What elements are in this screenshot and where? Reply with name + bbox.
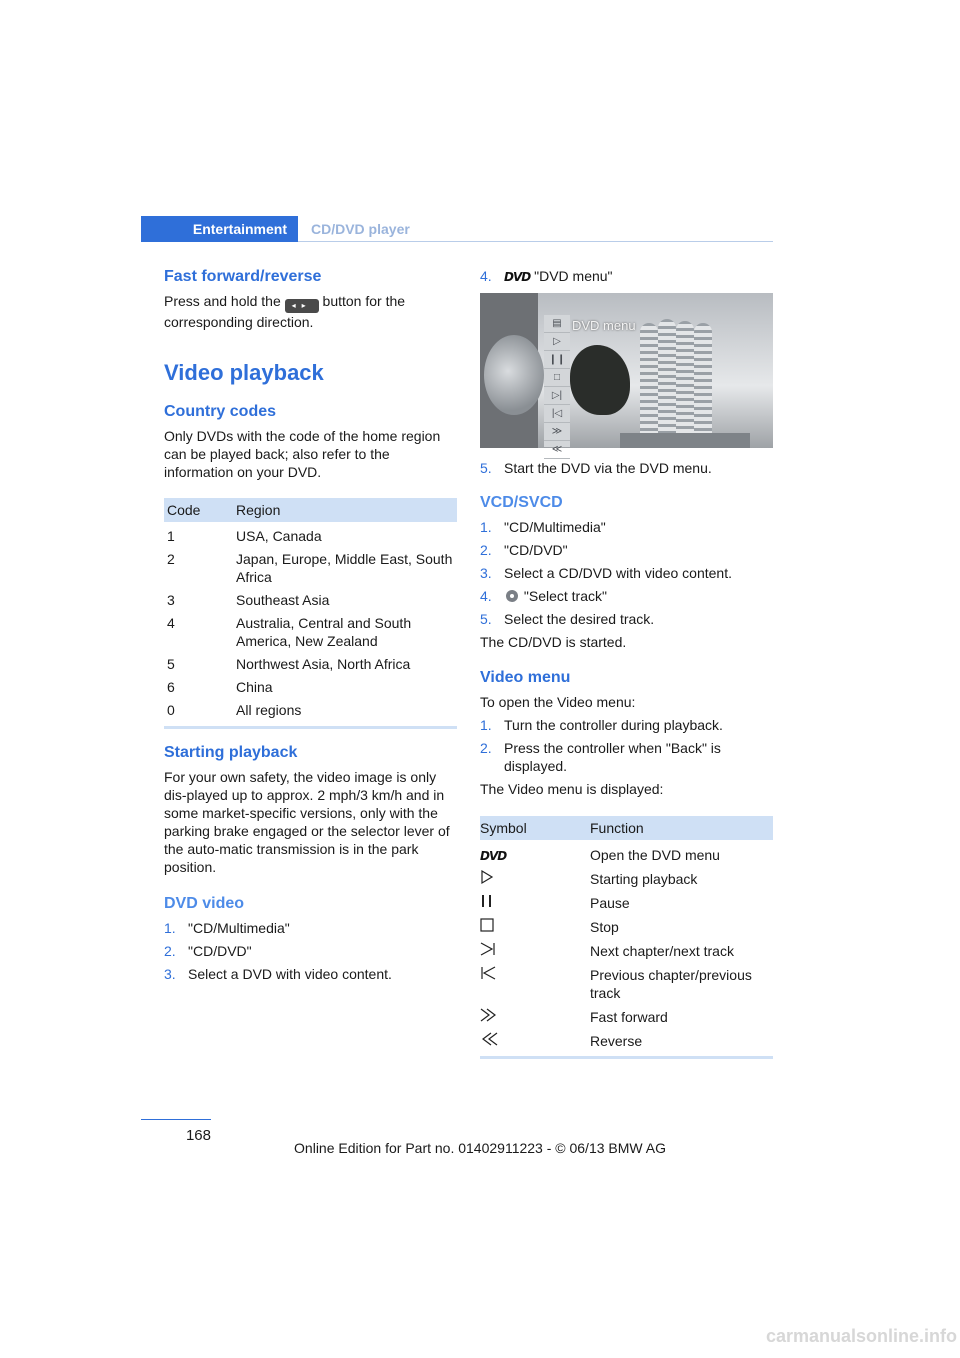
previous-track-icon: |◁ <box>544 405 570 423</box>
previous-track-icon <box>480 966 496 980</box>
table-row: Fast forward <box>480 1002 773 1026</box>
dvd-start-step <box>480 459 773 477</box>
dvd-logo-icon: DVD <box>480 849 507 863</box>
left-column <box>164 267 457 988</box>
dvd-menu-screenshot <box>480 293 773 455</box>
section-tab: Entertainment <box>141 216 298 242</box>
reverse-icon <box>480 1032 498 1046</box>
region-table-header <box>164 498 457 522</box>
footer-rule <box>141 1119 211 1120</box>
table-row: 4 Australia, Central and South America, New Zealand <box>167 615 412 649</box>
starting-playback-text: For your own safety, the video image is only dis-played up to approx. 2 mph/3 km/h and in some market-specific versions, only with the parking brake engaged or the selector lever of the auto-matic transmission is in the park position. <box>164 769 450 875</box>
list-item: 4. "Select track" <box>480 588 607 604</box>
fast-forward-heading: Fast forward/reverse <box>164 268 322 285</box>
list-item: 2. "CD/DVD" <box>480 542 568 558</box>
next-track-icon: ▷| <box>544 387 570 405</box>
video-playback-heading: Video playback <box>164 360 324 385</box>
starting-playback-heading: Starting playback <box>164 744 298 761</box>
fast-forward-icon: ≫ <box>544 423 570 441</box>
page-number: 168 <box>185 1127 211 1144</box>
table-row: Previous chapter/previous track <box>480 960 773 1002</box>
list-item: 1. Turn the controller during playback. <box>480 717 723 733</box>
table-row: 1 USA, Canada <box>167 528 322 544</box>
table-row: 0 All regions <box>167 702 302 718</box>
stop-icon <box>480 918 494 932</box>
right-column <box>480 267 773 1059</box>
column-header-symbol: Symbol <box>480 816 590 840</box>
list-item: 2. "CD/DVD" <box>164 943 252 959</box>
column-header-function: Function <box>590 816 773 840</box>
list-item: 1. "CD/Multimedia" <box>164 920 290 936</box>
table-row: Reverse <box>480 1026 773 1050</box>
country-codes-text: Only DVDs with the code of the home region can be played back; also refer to the information on your DVD. <box>164 428 441 480</box>
table-bottom-rule <box>164 726 457 729</box>
reverse-icon: ≪ <box>544 441 570 459</box>
watermark: carmanualsonline.info <box>765 1326 957 1346</box>
menu-displayed-text: The Video menu is displayed: <box>480 781 664 797</box>
dvd-logo-icon: DVD <box>504 270 531 284</box>
table-row: Pause <box>480 888 773 912</box>
list-item: 1. "CD/Multimedia" <box>480 519 606 535</box>
fast-forward-text: Press and hold the ◂▸ button for the corresponding direction. <box>164 293 406 330</box>
stop-icon: □ <box>544 369 570 387</box>
region-table <box>164 498 457 729</box>
list-item: 3. Select a DVD with video content. <box>164 966 392 982</box>
list-item: 2. Press the controller when "Back" is displayed. <box>480 740 721 774</box>
table-row: DVD Open the DVD menu <box>480 847 720 863</box>
next-track-icon <box>480 942 496 956</box>
dvd-video-steps <box>164 919 457 983</box>
header-rule <box>298 241 773 242</box>
column-header-code: Code <box>164 498 233 522</box>
pause-icon: ❙❙ <box>544 351 570 369</box>
disc-icon <box>504 589 520 603</box>
list-item: 4. DVD "DVD menu" <box>480 268 613 284</box>
dvd-video-heading: DVD video <box>164 895 245 912</box>
column-header-region: Region <box>233 498 457 522</box>
table-row: Next chapter/next track <box>480 936 773 960</box>
pause-icon <box>480 894 494 908</box>
table-bottom-rule <box>480 1056 773 1059</box>
symbol-table <box>480 816 773 1059</box>
video-menu-heading: Video menu <box>480 669 571 686</box>
vcd-started-text: The CD/DVD is started. <box>480 634 627 650</box>
dvd-menu-icon: ▤ <box>544 315 570 333</box>
seek-buttons-icon: ◂▸ <box>285 299 319 313</box>
list-item: 3. Select a CD/DVD with video content. <box>480 565 732 581</box>
subsection-title: CD/DVD player <box>311 221 410 237</box>
table-row: 6 China <box>167 679 273 695</box>
list-item: 5. Start the DVD via the DVD menu. <box>480 460 712 476</box>
vcd-svcd-heading: VCD/SVCD <box>480 494 563 511</box>
country-codes-heading: Country codes <box>164 403 277 420</box>
controller-ring-icon <box>484 335 544 415</box>
online-edition-note: Online Edition for Part no. 01402911223 - © 06/13 BMW AG <box>294 1140 666 1156</box>
play-icon: ▷ <box>544 333 570 351</box>
play-icon <box>480 870 494 884</box>
symbol-table-header <box>480 816 773 840</box>
screen-menu-label: DVD menu <box>572 318 636 333</box>
list-item: 5. Select the desired track. <box>480 611 655 627</box>
fast-forward-icon <box>480 1008 498 1022</box>
open-menu-text: To open the Video menu: <box>480 694 636 710</box>
vcd-steps <box>480 518 773 628</box>
table-row: Stop <box>480 912 773 936</box>
table-row: 3 Southeast Asia <box>167 592 330 608</box>
menu-icon-column <box>544 315 570 455</box>
video-menu-steps <box>480 716 773 775</box>
table-row: 5 Northwest Asia, North Africa <box>167 656 411 672</box>
dvd-menu-step <box>480 267 773 285</box>
table-row: 2 Japan, Europe, Middle East, South Africa <box>167 551 453 585</box>
table-row: Starting playback <box>480 864 773 888</box>
